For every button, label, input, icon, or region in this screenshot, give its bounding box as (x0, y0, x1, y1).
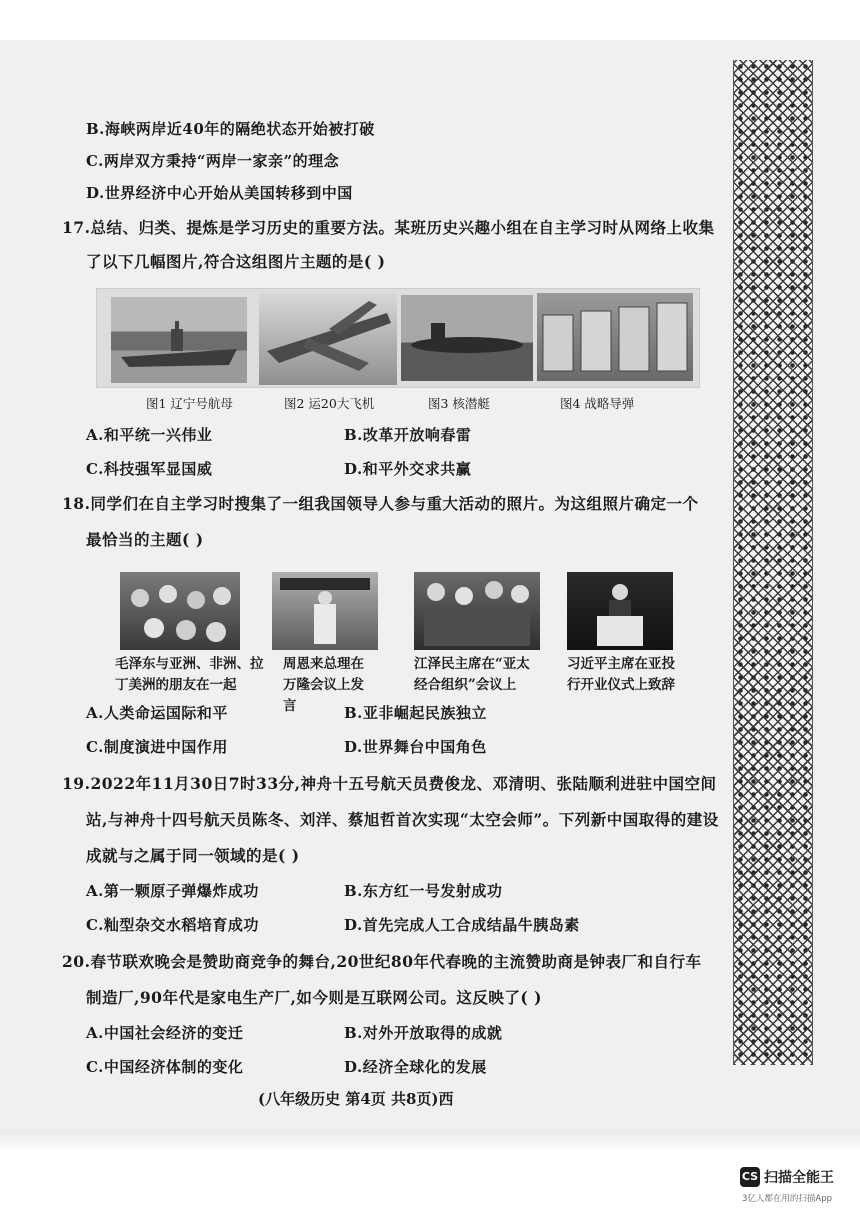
q17-option-a: A.和平统一兴伟业 (86, 426, 213, 444)
q19-option-a: A.第一颗原子弹爆炸成功 (86, 882, 259, 900)
q17-caption-4: 图4 战略导弹 (560, 396, 635, 411)
q18-option-d: D.世界舞台中国角色 (344, 738, 487, 756)
q20-option-c: C.中国经济体制的变化 (86, 1058, 244, 1076)
page-footer: (八年级历史 第4页 共8页)西 (258, 1090, 454, 1108)
q17-option-d: D.和平外交求共赢 (344, 460, 472, 478)
podium-icon (272, 572, 378, 650)
q20-stem-line1: 20.春节联欢晚会是赞助商竞争的舞台,20世纪80年代春晚的主流赞助商是钟表厂和自行车 (62, 952, 702, 971)
q17-stem-line1: 17.总结、归类、提炼是学习历史的重要方法。某班历史兴趣小组在自主学习时从网络上收集 (62, 218, 715, 237)
q19-stem-line1: 19.2022年11月30日7时33分,神舟十五号航天员费俊龙、邓清明、张陆顺利进驻中国空间 (62, 774, 717, 793)
q18-photo-xi (567, 572, 673, 650)
q16-option-d: D.世界经济中心开始从美国转移到中国 (86, 184, 353, 202)
q17-image-strip (96, 288, 700, 388)
q17-photo-strategic-missiles (537, 293, 693, 381)
q18-caption-4: 习近平主席在亚投行开业仪式上致辞 (567, 656, 675, 693)
airplane-icon (259, 293, 397, 385)
q18-caption-3: 江泽民主席在“亚太经合组织”会议上 (414, 656, 530, 693)
q18-option-b: B.亚非崛起民族独立 (344, 704, 487, 722)
q17-photo-nuclear-submarine (401, 295, 533, 381)
speech-podium-icon (567, 572, 673, 650)
q19-option-c: C.籼型杂交水稻培育成功 (86, 916, 259, 934)
q17-caption-1: 图1 辽宁号航母 (146, 396, 233, 411)
q17-stem-line2: 了以下几幅图片,符合这组图片主题的是( ) (86, 252, 386, 271)
aircraft-carrier-icon (111, 297, 247, 383)
q17-caption-3: 图3 核潜艇 (428, 396, 490, 411)
q20-option-a: A.中国社会经济的变迁 (86, 1024, 244, 1042)
q18-photo-zhou (272, 572, 378, 650)
group-photo-icon (414, 572, 540, 650)
decorative-border-strip (733, 60, 813, 1065)
q17-photo-transport-plane (259, 293, 397, 385)
q18-caption-2: 周恩来总理在万隆会议上发言 (283, 656, 364, 714)
q16-option-c: C.两岸双方秉持“两岸一家亲”的理念 (86, 152, 340, 170)
q18-photo-mao (120, 572, 240, 650)
submarine-icon (401, 295, 533, 381)
q18-option-c: C.制度演进中国作用 (86, 738, 228, 756)
q17-option-b: B.改革开放响春雷 (344, 426, 472, 444)
q18-stem-line1: 18.同学们在自主学习时搜集了一组我国领导人参与重大活动的照片。为这组照片确定一个 (62, 494, 699, 513)
q19-stem-line2: 站,与神舟十四号航天员陈冬、刘洋、蔡旭哲首次实现“太空会师”。下列新中国取得的建设 (86, 810, 719, 829)
q17-photo-aircraft-carrier (111, 297, 247, 383)
q19-option-b: B.东方红一号发射成功 (344, 882, 503, 900)
q18-photo-jiang (414, 572, 540, 650)
scanner-app-tagline: 3亿人都在用的扫描App (742, 1194, 833, 1204)
q18-option-a: A.人类命运国际和平 (86, 704, 228, 722)
q16-option-b: B.海峡两岸近40年的隔绝状态开始被打破 (86, 120, 375, 138)
q19-stem-line3: 成就与之属于同一领域的是( ) (86, 846, 300, 865)
q20-stem-line2: 制造厂,90年代是家电生产厂,如今则是互联网公司。这反映了( ) (86, 988, 542, 1007)
scanner-logo-icon: CS (740, 1167, 760, 1187)
missile-icon (537, 293, 693, 381)
scanner-app-name: 扫描全能王 (764, 1170, 834, 1186)
q20-option-d: D.经济全球化的发展 (344, 1058, 487, 1076)
q20-option-b: B.对外开放取得的成就 (344, 1024, 503, 1042)
q17-option-c: C.科技强军显国威 (86, 460, 213, 478)
q19-option-d: D.首先完成人工合成结晶牛胰岛素 (344, 916, 580, 934)
group-photo-icon (120, 572, 240, 650)
q18-stem-line2: 最恰当的主题( ) (86, 530, 204, 549)
q18-caption-1: 毛泽东与亚洲、非洲、拉丁美洲的朋友在一起 (115, 656, 264, 693)
paper-edge (0, 1130, 860, 1152)
q17-caption-2: 图2 运20大飞机 (284, 396, 375, 411)
